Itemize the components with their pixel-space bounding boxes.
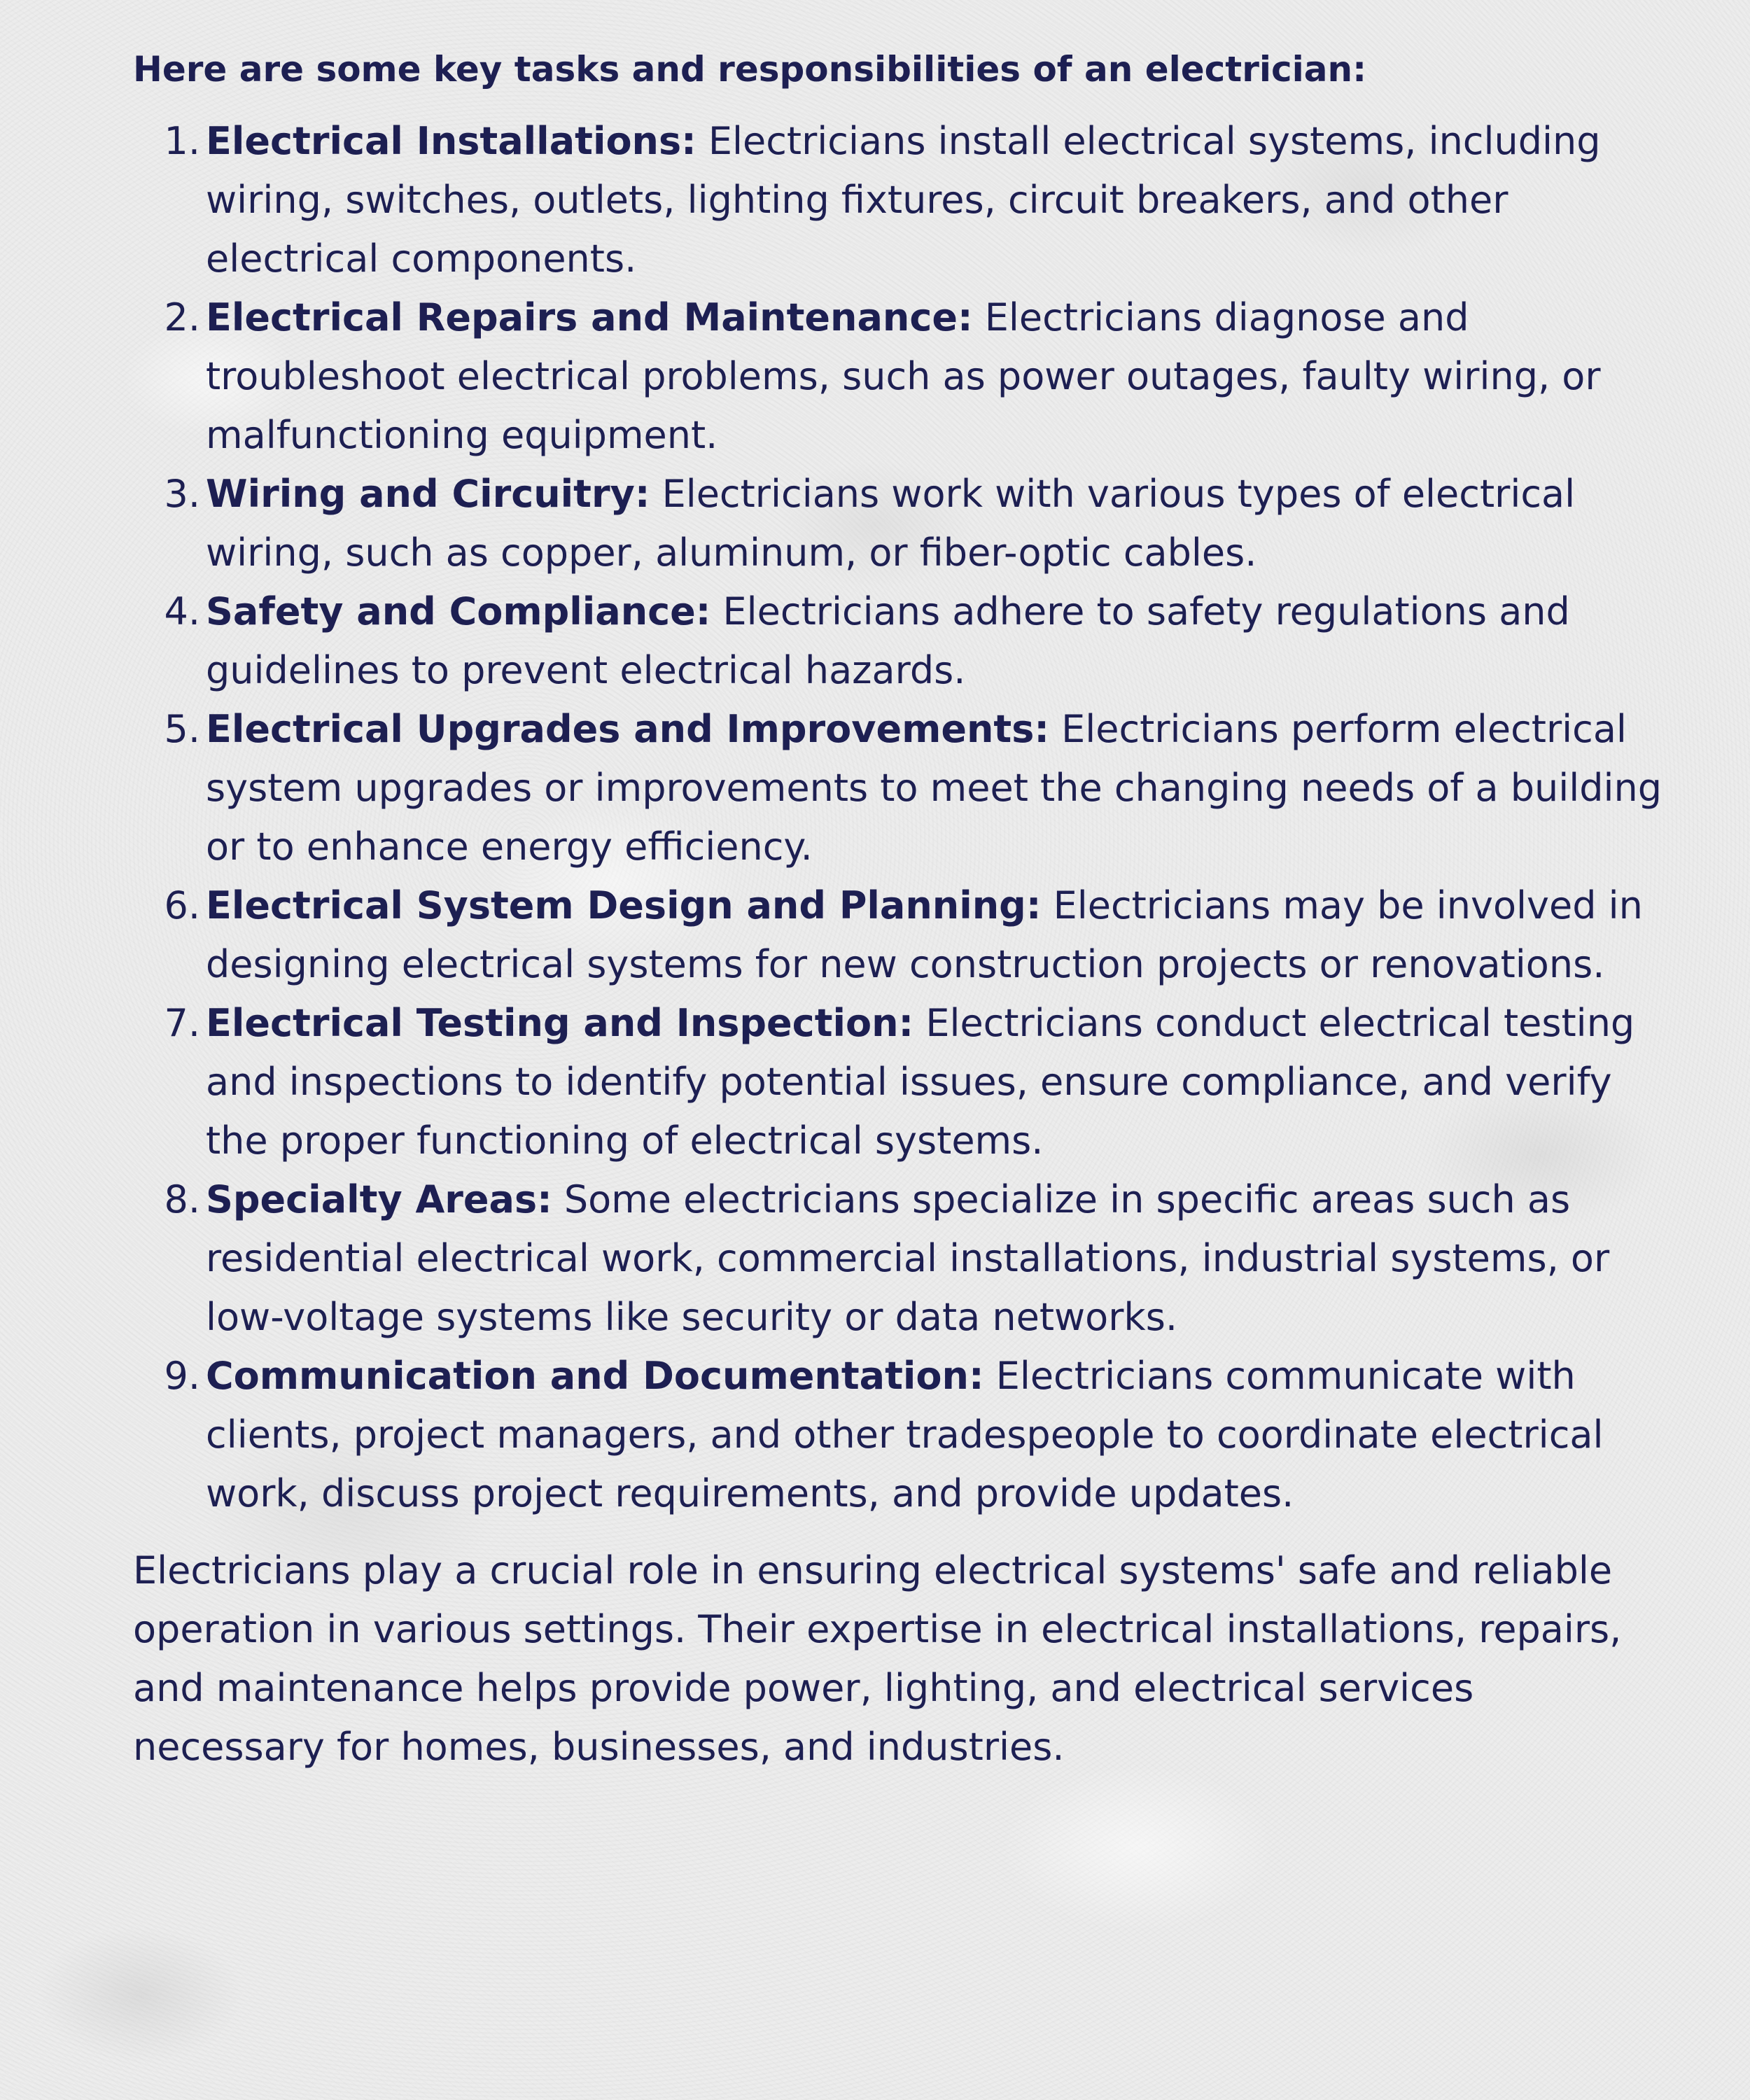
intro-heading: Here are some key tasks and responsibilities of an electrician: bbox=[133, 49, 1367, 90]
item-description: Electricians adhere to safety regulations and guidelines to prevent electrical hazards. bbox=[206, 589, 1570, 692]
list-number: 3. bbox=[164, 472, 200, 516]
item-title: Communication and Documentation: bbox=[206, 1354, 984, 1398]
item-title: Electrical System Design and Planning: bbox=[206, 883, 1042, 927]
item-description: Electricians diagnose and troubleshoot electrical problems, such as power outages, faulty wiring, or malfunctioning equipment. bbox=[206, 295, 1601, 457]
list-number: 5. bbox=[164, 707, 200, 751]
item-title: Electrical Testing and Inspection: bbox=[206, 1001, 914, 1045]
task-list bbox=[133, 112, 1666, 1523]
item-title: Specialty Areas: bbox=[206, 1177, 552, 1222]
item-title: Electrical Installations: bbox=[206, 119, 696, 163]
list-item bbox=[133, 1170, 1666, 1347]
list-number: 1. bbox=[164, 119, 200, 163]
list-item bbox=[133, 1347, 1666, 1523]
list-item bbox=[133, 582, 1666, 700]
list-item bbox=[133, 994, 1666, 1170]
item-description: Electricians conduct electrical testing and inspections to identify potential issues, ensure compliance, and verify the proper functioning of electrical systems. bbox=[206, 1001, 1635, 1163]
list-item bbox=[133, 465, 1666, 582]
item-title: Wiring and Circuitry: bbox=[206, 472, 650, 516]
document-content bbox=[133, 36, 1666, 1777]
list-number: 6. bbox=[164, 883, 200, 927]
list-item bbox=[133, 288, 1666, 465]
item-title: Electrical Upgrades and Improvements: bbox=[206, 707, 1049, 751]
item-description: Electricians communicate with clients, project managers, and other tradespeople to coordinate electrical work, discuss project requirements, and provide updates. bbox=[206, 1354, 1604, 1516]
list-number: 2. bbox=[164, 295, 200, 340]
list-item bbox=[133, 112, 1666, 288]
list-item bbox=[133, 700, 1666, 876]
closing-paragraph: Electricians play a crucial role in ensuring electrical systems' safe and reliable operation in various settings. Their expertise in electrical installations, repairs, and maintenance helps provide power, lighting, and electrical services necessary for homes, businesses, and industries. bbox=[133, 1548, 1622, 1769]
item-description: Some electricians specialize in specific areas such as residential electrical work, commercial installations, industrial systems, or low-voltage systems like security or data networks. bbox=[206, 1177, 1610, 1339]
item-title: Safety and Compliance: bbox=[206, 589, 711, 634]
list-number: 9. bbox=[164, 1354, 200, 1398]
list-item bbox=[133, 876, 1666, 994]
item-description: Electricians perform electrical system upgrades or improvements to meet the changing needs of a building or to enhance energy efficiency. bbox=[206, 707, 1662, 869]
list-number: 7. bbox=[164, 1001, 200, 1045]
item-description: Electricians may be involved in designing electrical systems for new construction projects or renovations. bbox=[206, 883, 1643, 986]
item-description: Electricians install electrical systems, including wiring, switches, outlets, lighting fixtures, circuit breakers, and other electrical components. bbox=[206, 119, 1601, 281]
list-number: 4. bbox=[164, 589, 200, 634]
list-number: 8. bbox=[164, 1177, 200, 1222]
item-description: Electricians work with various types of electrical wiring, such as copper, aluminum, or fiber-optic cables. bbox=[206, 472, 1576, 575]
item-title: Electrical Repairs and Maintenance: bbox=[206, 295, 973, 340]
